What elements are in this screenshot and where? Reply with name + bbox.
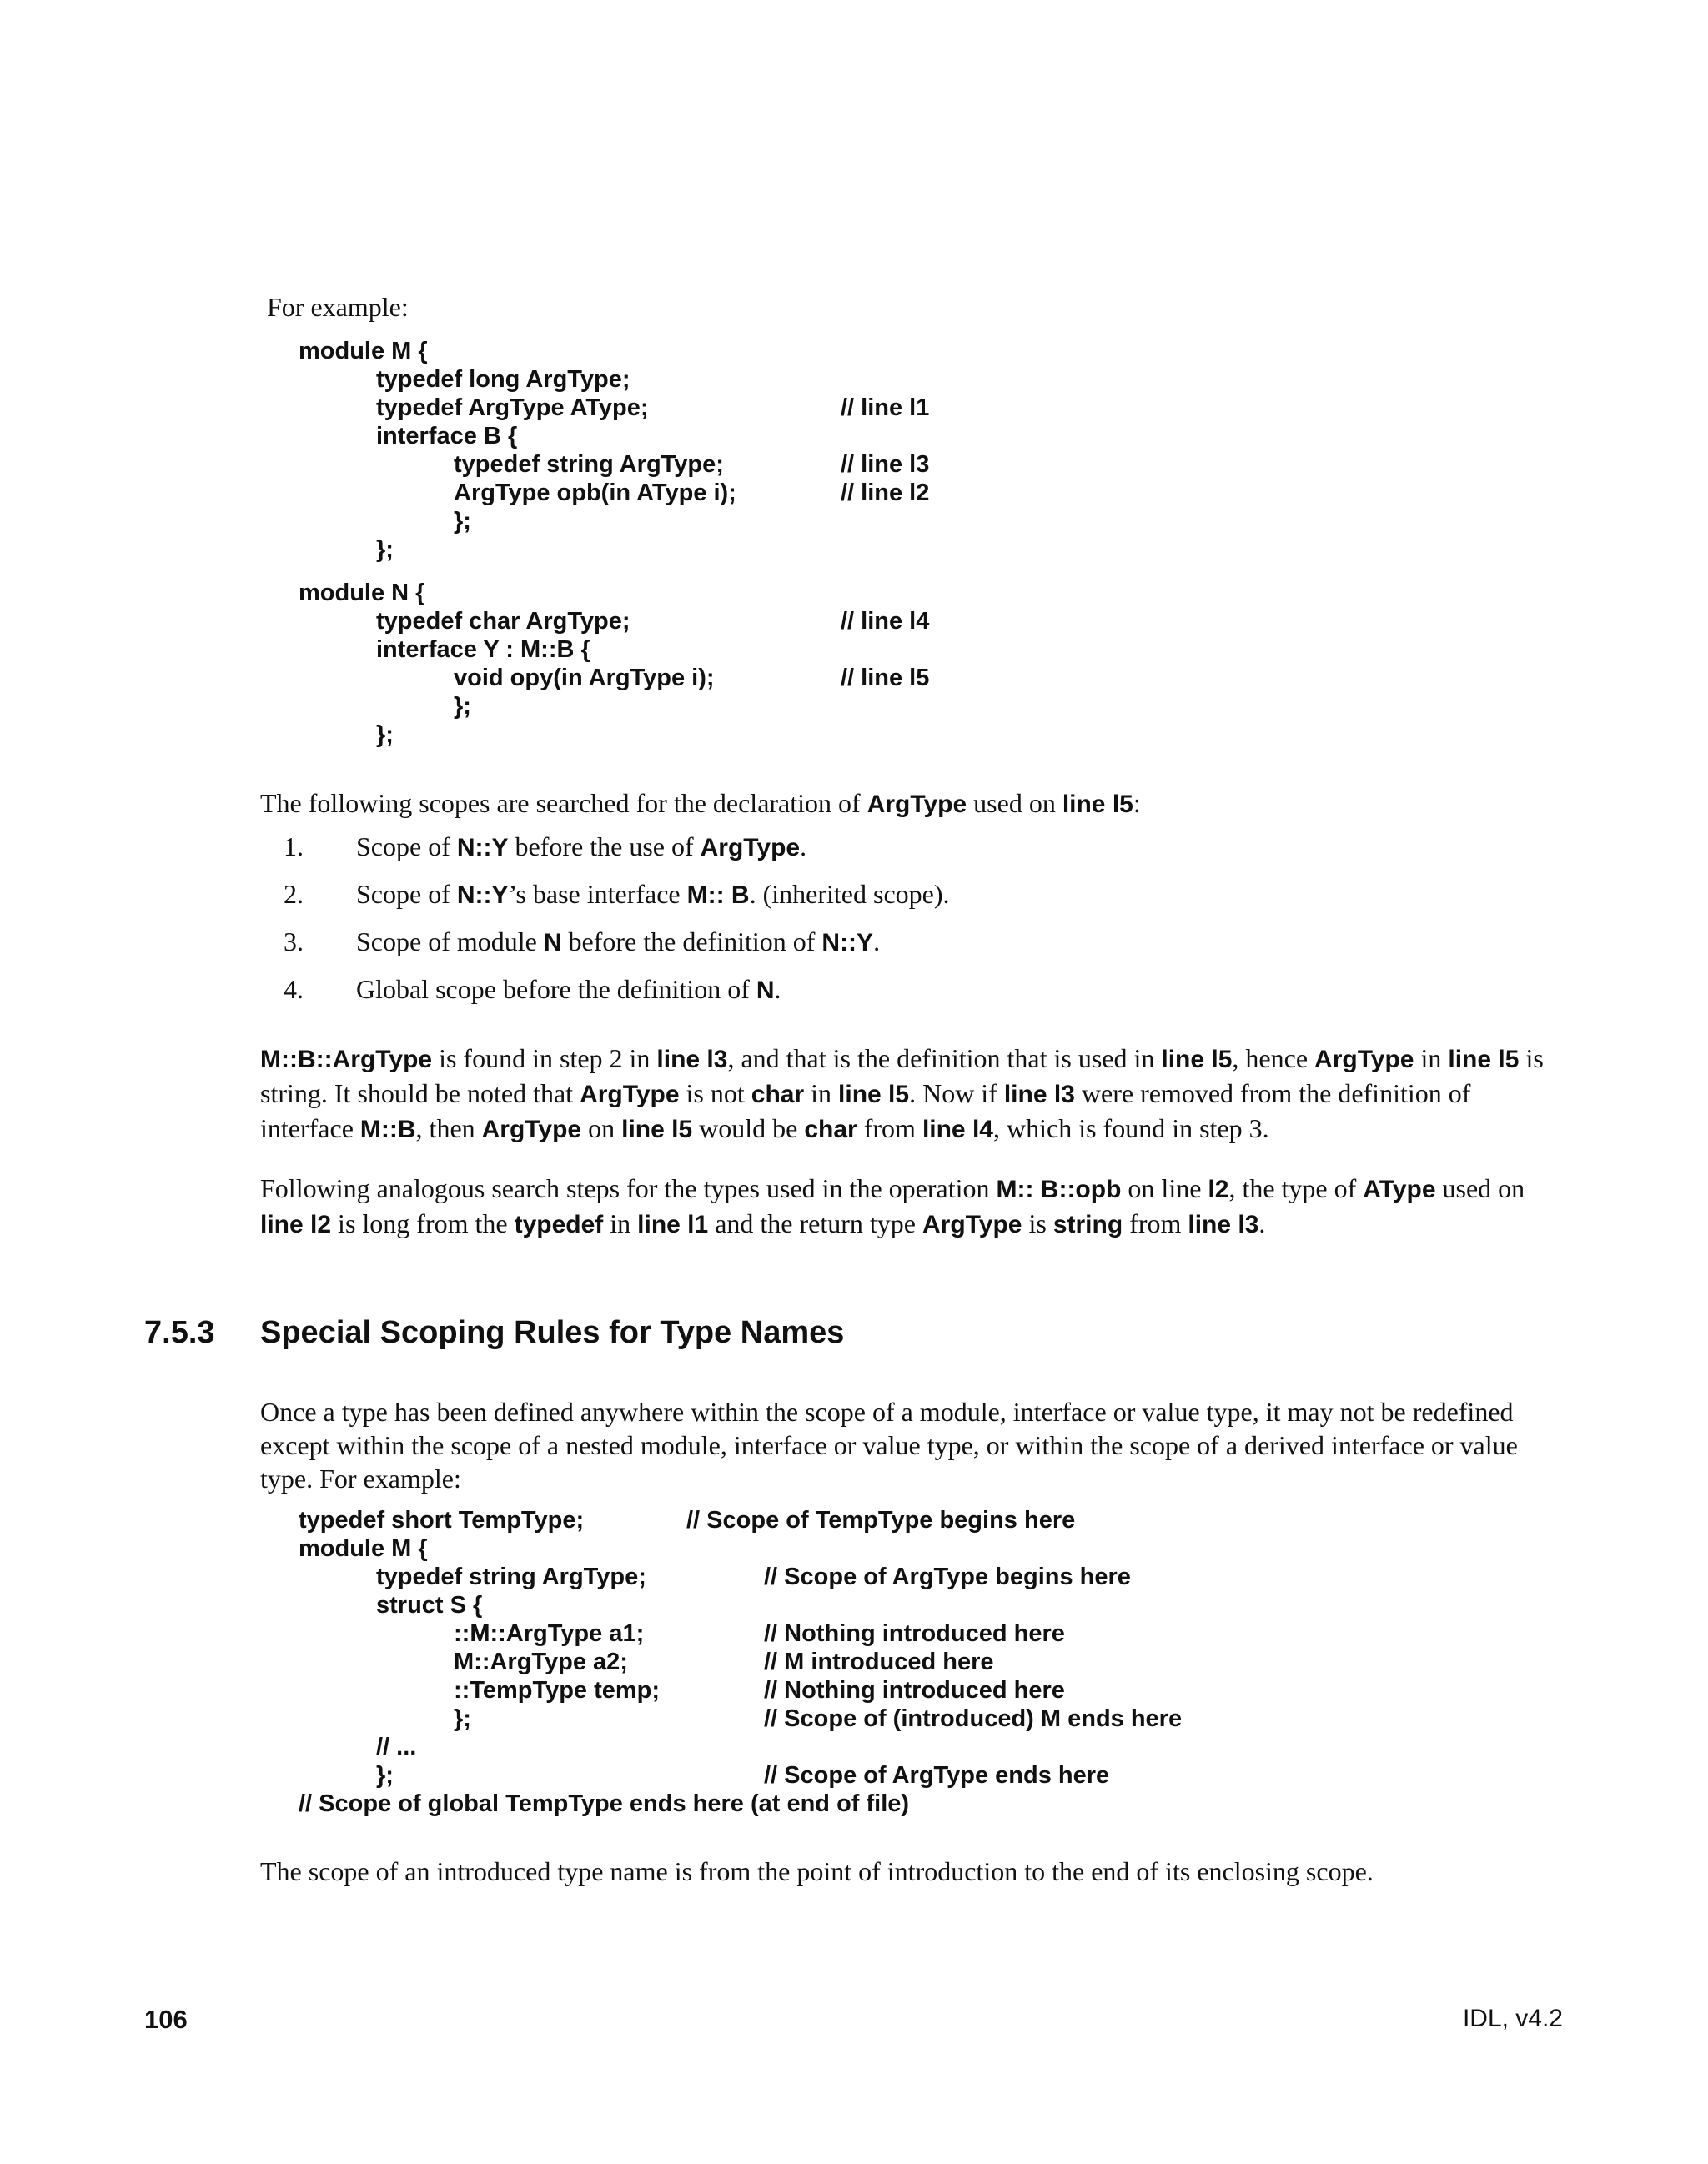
code-text: typedef string ArgType; <box>376 1564 646 1590</box>
text-run: used on <box>967 788 1062 818</box>
keyword-bold: line l4 <box>922 1116 993 1143</box>
text-run: on <box>581 1113 622 1143</box>
keyword-bold: M:: B <box>686 881 750 909</box>
keyword-bold: typedef <box>514 1211 604 1238</box>
code-text: ArgType opb(in AType i); <box>454 479 736 506</box>
list-item <box>260 925 1511 972</box>
code-text: }; <box>454 1705 471 1732</box>
keyword-bold: ArgType <box>580 1081 680 1108</box>
list-item-number: 1. <box>284 831 304 861</box>
code-text: ::TempType temp; <box>454 1677 661 1704</box>
keyword-bold: char <box>751 1081 805 1108</box>
text-run: on line <box>1121 1173 1208 1203</box>
text-run: and the return type <box>708 1208 922 1238</box>
code-line <box>299 1534 909 1563</box>
text-run: in <box>1414 1043 1449 1073</box>
text-run: The following scopes are searched for the declaration of <box>260 788 867 818</box>
code-text: struct S { <box>376 1592 483 1619</box>
section-title: Special Scoping Rules for Type Names <box>260 1315 845 1350</box>
document-title-footer: IDL, v4.2 <box>1462 2005 1563 2032</box>
text-run: before the definition of <box>561 926 822 956</box>
keyword-bold: M:: B::opb <box>996 1176 1122 1203</box>
code-comment: // M introduced here <box>764 1649 994 1675</box>
text-run: from <box>1123 1208 1188 1238</box>
list-item <box>260 830 1511 877</box>
code-comment: // line l5 <box>841 665 930 691</box>
text-run: in <box>603 1208 638 1238</box>
code-comment: // line l3 <box>841 451 930 478</box>
keyword-bold: l2 <box>1208 1176 1229 1203</box>
code-line <box>299 450 930 479</box>
text-run: is found in step 2 in <box>432 1043 657 1073</box>
text-run: Scope of <box>356 831 457 861</box>
code-line <box>299 507 736 535</box>
code-text: // Scope of global TempType ends here (at end of file) <box>299 1790 910 1817</box>
text-run: before the use of <box>508 831 701 861</box>
text-run: . <box>800 831 807 861</box>
code-comment: // Scope of (introduced) M ends here <box>764 1705 1183 1732</box>
text-run: ’s base interface <box>508 879 687 909</box>
code-line <box>299 607 930 635</box>
text-run: . <box>774 974 781 1004</box>
analogous-search-paragraph <box>260 1172 1561 1242</box>
code-line <box>299 635 736 664</box>
code-line <box>299 479 930 507</box>
code-text: ::M::ArgType a1; <box>454 1620 645 1647</box>
list-item <box>260 877 1511 925</box>
keyword-bold: N <box>756 977 775 1004</box>
code-line <box>299 720 736 749</box>
code-line <box>299 1761 1110 1790</box>
code-line <box>299 394 930 422</box>
code-text: }; <box>454 693 471 720</box>
list-item-text <box>356 877 950 912</box>
code-text: interface B { <box>376 423 518 449</box>
code-comment: // line l4 <box>841 608 930 635</box>
keyword-bold: line l3 <box>1188 1211 1259 1238</box>
keyword-bold: N::Y <box>456 881 509 909</box>
text-run: . Now if <box>909 1078 1004 1108</box>
code-line <box>299 337 736 365</box>
text-run: : <box>1133 788 1141 818</box>
keyword-bold: line l5 <box>838 1081 910 1108</box>
code-text: }; <box>454 508 471 535</box>
code-block-example-1 <box>299 337 930 749</box>
code-text: typedef char ArgType; <box>376 608 630 635</box>
text-run: , the type of <box>1228 1173 1364 1203</box>
code-comment: // Nothing introduced here <box>764 1620 1065 1647</box>
list-item-number: 2. <box>284 879 304 909</box>
code-text: module N { <box>299 580 425 606</box>
code-line <box>299 579 736 607</box>
code-comment: // line l1 <box>841 394 930 421</box>
section-number: 7.5.3 <box>144 1315 215 1350</box>
code-line <box>299 1563 1131 1591</box>
keyword-bold: line l5 <box>621 1116 693 1143</box>
keyword-bold: char <box>804 1116 857 1143</box>
list-item-number: 4. <box>284 974 304 1004</box>
code-text: module M { <box>299 338 428 364</box>
text-run: Global scope before the definition of <box>356 974 756 1004</box>
keyword-bold: M::B::ArgType <box>260 1046 433 1073</box>
code-line <box>299 1705 1183 1733</box>
keyword-bold: AType <box>1363 1176 1436 1203</box>
keyword-bold: ArgType <box>481 1116 582 1143</box>
code-text: M::ArgType a2; <box>454 1649 628 1675</box>
introduced-scope-paragraph: The scope of an introduced type name is from the point of introduction to the end of its enclosing scope. <box>260 1856 1374 1886</box>
keyword-bold: ArgType <box>700 834 801 861</box>
code-text: interface Y : M::B { <box>376 636 590 663</box>
text-run: is not <box>679 1078 751 1108</box>
keyword-bold: ArgType <box>867 791 967 818</box>
keyword-bold: N::Y <box>456 834 509 861</box>
code-block-example-2 <box>299 1506 1183 1818</box>
code-text: }; <box>376 1762 394 1789</box>
text-run: Scope of module <box>356 926 544 956</box>
redefinition-rule-paragraph: Once a type has been defined anywhere within the scope of a module, interface or value type, it may not be redefined except within the scope of a nested module, interface or value type, or within the scope of a derived interface or value type. For example: <box>260 1397 1518 1494</box>
list-item-text <box>356 830 806 865</box>
code-text: }; <box>376 536 394 563</box>
text-run: is string. It should be noted that <box>260 1043 1544 1108</box>
code-text: typedef string ArgType; <box>454 451 724 478</box>
code-text: }; <box>376 721 394 748</box>
code-comment: // Scope of ArgType begins here <box>764 1564 1131 1590</box>
code-text: // ... <box>376 1734 417 1760</box>
search-scopes-paragraph <box>260 786 1561 821</box>
list-item <box>260 972 1511 1020</box>
code-line <box>299 664 930 692</box>
text-run: , which is found in step 3. <box>992 1113 1269 1143</box>
keyword-bold: line l5 <box>1448 1046 1520 1073</box>
keyword-bold: line l5 <box>1062 791 1133 818</box>
text-run: is long from the <box>331 1208 515 1238</box>
list-item-text <box>356 925 880 960</box>
code-line <box>299 1591 909 1619</box>
code-comment: // Nothing introduced here <box>764 1677 1065 1704</box>
code-comment: // Scope of ArgType ends here <box>764 1762 1110 1789</box>
argtype-found-paragraph <box>260 1042 1561 1147</box>
text-run: used on <box>1435 1173 1525 1203</box>
text-run: in <box>804 1078 839 1108</box>
code-line <box>299 692 736 720</box>
code-line <box>299 365 736 394</box>
text-run: Scope of <box>356 879 457 909</box>
list-item-text <box>356 972 781 1007</box>
code-text: void opy(in ArgType i); <box>454 665 715 691</box>
code-comment: // line l2 <box>841 479 930 506</box>
keyword-bold: line l3 <box>1003 1081 1075 1108</box>
code-text: module M { <box>299 1535 428 1562</box>
search-steps-list <box>260 830 1511 1020</box>
text-run: were removed from the definition of interface <box>260 1078 1471 1143</box>
keyword-bold: ArgType <box>922 1211 1022 1238</box>
code-line <box>299 1676 1065 1705</box>
keyword-bold: M::B <box>359 1116 416 1143</box>
text-run: Following analogous search steps for the types used in the operation <box>260 1173 997 1203</box>
text-run: would be <box>692 1113 805 1143</box>
keyword-bold: line l5 <box>1161 1046 1233 1073</box>
keyword-bold: line l3 <box>656 1046 728 1073</box>
keyword-bold: N::Y <box>821 929 874 956</box>
code-line <box>299 1506 1076 1534</box>
text-run: is <box>1022 1208 1053 1238</box>
code-line <box>299 1733 909 1761</box>
code-line <box>299 1648 994 1676</box>
keyword-bold: line l2 <box>260 1211 332 1238</box>
text-run: , and that is the definition that is used in <box>727 1043 1162 1073</box>
code-line <box>299 422 736 450</box>
keyword-bold: ArgType <box>1314 1046 1414 1073</box>
code-text: typedef short TempType; <box>299 1507 585 1534</box>
page-number: 106 <box>144 2005 188 2034</box>
text-run: . <box>873 926 881 956</box>
intro-text: For example: <box>267 292 409 322</box>
code-line <box>299 1790 909 1818</box>
keyword-bold: line l1 <box>637 1211 709 1238</box>
text-run: . (inherited scope). <box>749 879 950 909</box>
keyword-bold: string <box>1052 1211 1123 1238</box>
keyword-bold: N <box>543 929 562 956</box>
code-line <box>299 1619 1065 1648</box>
text-run: . <box>1258 1208 1266 1238</box>
text-run: from <box>857 1113 922 1143</box>
code-text: typedef ArgType AType; <box>376 394 649 421</box>
list-item-number: 3. <box>284 926 304 956</box>
code-comment: // Scope of TempType begins here <box>686 1507 1076 1534</box>
text-run: , hence <box>1232 1043 1315 1073</box>
code-line <box>299 535 736 564</box>
text-run: , then <box>415 1113 482 1143</box>
code-text: typedef long ArgType; <box>376 366 630 393</box>
